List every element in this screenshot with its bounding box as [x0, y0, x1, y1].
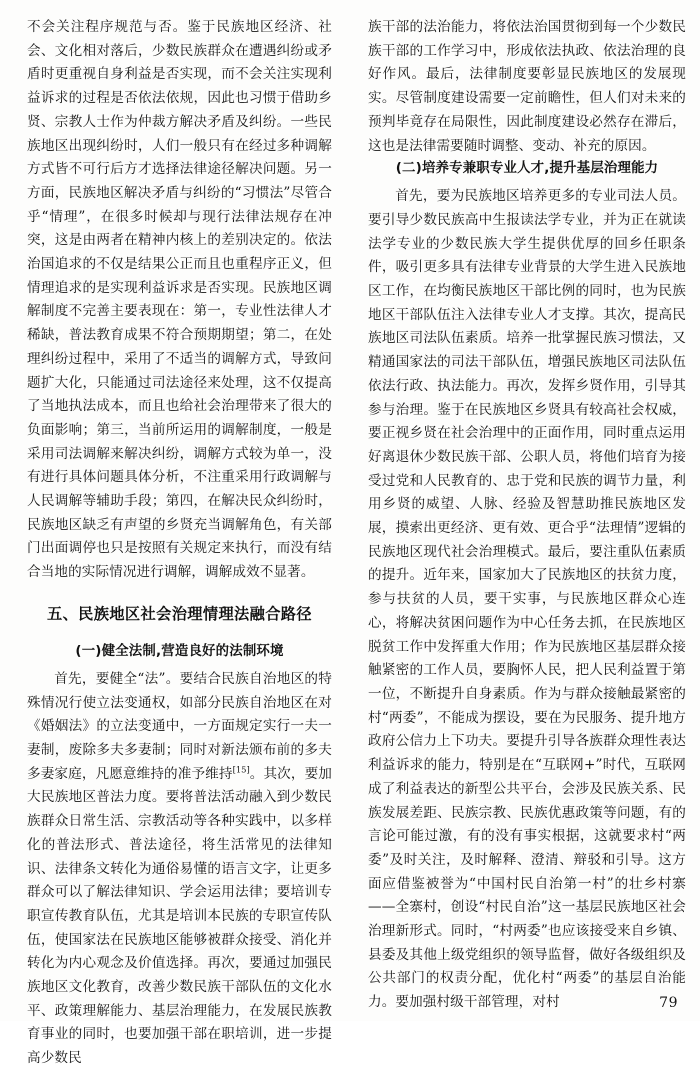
- right-column: [350, 16, 700, 1015]
- left-subsection-paragraph-part1: 首先，要健全“法”。要结合民族自治地区的特殊情况行使立法变通权，如部分民族自治地区在对《婚姻法》的立法变通中，一方面规定实行一夫一妻制，废除多夫多妻制；同时对新法颁布前的多夫多妻家庭，凡愿意维持的准予维持: [27, 670, 332, 782]
- right-continued-paragraph: 族干部的法治能力，将依法治国贯彻到每一个少数民族干部的工作学习中，形成依法执政、依法治理的良好作风。最后，法律制度要彰显民族地区的发展现实。尽管制度建设需要一定前瞻性，但人们对未来的预判毕竟存在局限性，因此制度建设必然存在滞后，这也是法律需要随时调整、变动、补充的原因。: [368, 19, 686, 154]
- left-column: [0, 16, 350, 1071]
- subsection-heading-one: (一)健全法制,营造良好的法制环境: [75, 643, 284, 659]
- section-heading-five: 五、民族地区社会治理情理法融合路径: [47, 604, 312, 623]
- left-subsection-paragraph-part2: 。其次，要加大民族地区普法力度。要将普法活动融入到少数民族群众日常生活、宗教活动等各种实践中，以多样化的普法形式、普法途径，将生活常见的法律知识、法律条文转化为通俗易懂的语言文字，让更多群众可以了解法律知识、学会运用法律；要培训专职宣传教育队伍，尤其是培训本民族的专职宣传队伍，使国家法在民族地区能够被群众接受、消化并转化为内心观念及价值选择。再次，要通过加强民族地区文化教育，改善少数民族干部队伍的文化水平、政策理解能力、基层治理能力，在发展民族教育事业的同时，也要加强干部在职培训，进一步提高少数民: [27, 765, 332, 1067]
- right-subsection-paragraph: 首先，要为民族地区培养更多的专业司法人员。要引导少数民族高中生报读法学专业，并为正在就读法学专业的少数民族大学生提供优厚的回乡任职条件，吸引更多具有法律专业背景的大学生进入民族地区工作，在均衡民族地区干部比例的同时，也为民族地区干部队伍注入法律专业人才支撑。其次，提高民族地区司法队伍素质。培养一批掌握民族习惯法，又精通国家法的司法干部队伍，增强民族地区司法队伍依法行政、执法能力。再次，发挥乡贤作用，引导其参与治理。鉴于在民族地区乡贤具有较高社会权威，要正视乡贤在社会治理中的正面作用，同时重点运用好离退休少数民族干部、公职人员，将他们培育为接受过党和人民教育的、忠于党和民族的调节力量，利用乡贤的威望、人脉、经验及智慧助推民族地区发展，摸索出更经济、更有效、更合乎“法理情”逻辑的民族地区现代社会治理模式。最后，要注重队伍素质的提升。近年来，国家加大了民族地区的扶贫力度，参与扶贫的人员，要干实事，与民族地区群众心连心，将解决贫困问题作为中心任务去抓，在民族地区脱贫工作中发挥重大作用；作为民族地区基层群众接触紧密的工作人员，要胸怀人民，把人民利益置于第一位，不断提升自身素质。作为与群众接触最紧密的村“两委”，不能成为摆设，要在为民服务、提升地方政府公信力上下功夫。要提升引导各族群众理性表达利益诉求的能力，特别是在“互联网+”时代，互联网成了利益表达的新型公共平台，会涉及民族关系、民族发展差距、民族宗教、民族优惠政策等问题，有的言论可能过激，有的没有事实根据，这就要求村“两委”及时关注，及时解释、澄清、辩驳和引导。这方面应借鉴被誉为“中国村民自治第一村”的壮乡村寨——全寨村，创设“村民自治”这一基层民族地区社会治理新形式。同时，“村两委”也应该接受来自乡镇、县委及其他上级党组织的领导监督，做好各级组织及公共部门的权责分配，优化村“两委”的基层自治能力。要加强村级干部管理，对村: [368, 188, 686, 1011]
- page-number: 79: [659, 995, 678, 1011]
- subsection-heading-two: (二)培养专兼职专业人才,提升基层治理能力: [395, 161, 659, 177]
- left-continued-paragraph: 不会关注程序规范与否。鉴于民族地区经济、社会、文化相对落后，少数民族群众在遭遇纠纷或矛盾时更重视自身利益是否实现，而不会关注实现利益诉求的过程是否依法依规，因此也习惯于借助乡贤、宗教人士作为仲裁方解决矛盾及纠纷。一些民族地区出现纠纷时，人们一般只有在经过多种调解方式皆不可行后方才选择法律途径解决问题。另一方面，民族地区解决矛盾与纠纷的“习惯法”尽管合乎“情理”，在很多时候却与现行法律法规存在冲突，这是由两者在精神内核上的差别决定的。依法治国追求的不仅是结果公正而且也重程序正义，但情理追求的是实现利益诉求是否实现。民族地区调解制度不完善主要表现在：第一，专业性法律人才稀缺，普法教育成果不符合预期期望；第二，在处理纠纷过程中，采用了不适当的调解方式，导致问题扩大化，只能通过司法途径来处理，这不仅提高了当地执法成本，而且也给社会治理带来了很大的负面影响；第三，当前所运用的调解制度，一般是采用司法调解来解决纠纷，调解方式较为单一，没有进行具体问题具体分析，不注重采用行政调解与人民调解等辅助手段；第四，在解决民众纠纷时，民族地区缺乏有声望的乡贤充当调解角色，有关部门出面调停也只是按照有关规定来执行，而没有结合当地的实际情况进行调解，调解成效不显著。: [27, 19, 332, 581]
- left-subsection-paragraph: [27, 668, 332, 1071]
- citation-marker-15: [15]: [232, 764, 250, 775]
